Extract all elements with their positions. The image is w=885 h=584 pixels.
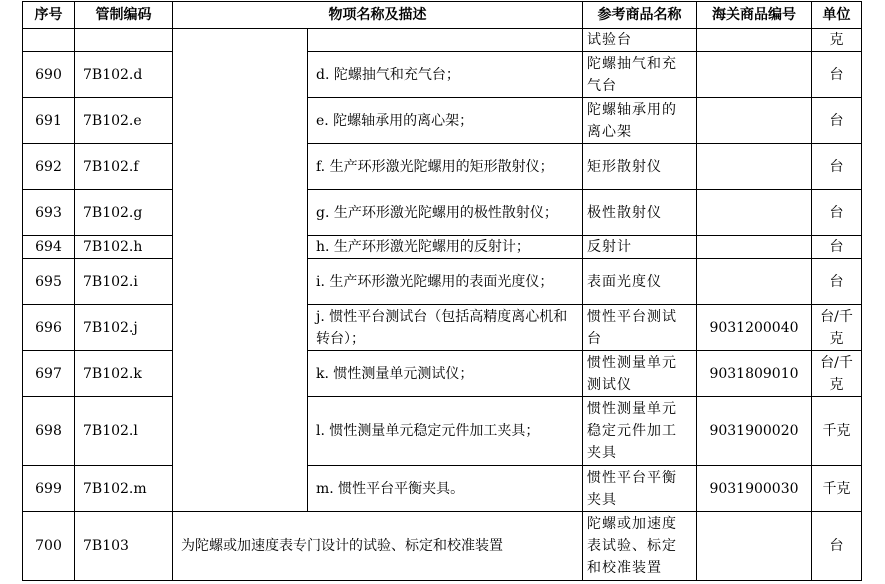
- cell-desc: f. 生产环形激光陀螺用的矩形散射仪；: [308, 144, 583, 190]
- table-row: [23, 512, 862, 581]
- cell-no: 692: [23, 144, 75, 190]
- cell-desc: e. 陀螺轴承用的离心架；: [308, 98, 583, 144]
- header-desc: 物项名称及描述: [173, 2, 583, 29]
- table-row-continuation: [23, 29, 862, 52]
- table-row: [23, 351, 862, 397]
- cell-desc: [308, 29, 583, 52]
- cell-code: 7B102.f: [75, 144, 173, 190]
- cell-code: 7B102.g: [75, 190, 173, 236]
- cell-desc: d. 陀螺抽气和充气台；: [308, 52, 583, 98]
- cell-code: 7B102.h: [75, 236, 173, 259]
- cell-desc: k. 惯性测量单元测试仪；: [308, 351, 583, 397]
- table-row: [23, 259, 862, 305]
- cell-unit: 台: [812, 52, 862, 98]
- header-hs: 海关商品编号: [697, 2, 812, 29]
- cell-code: 7B102.m: [75, 466, 173, 512]
- cell-hs: [697, 236, 812, 259]
- table-row: [23, 144, 862, 190]
- cell-unit: 台: [812, 144, 862, 190]
- header-unit: 单位: [812, 2, 862, 29]
- cell-desc: i. 生产环形激光陀螺用的表面光度仪；: [308, 259, 583, 305]
- control-list-table: [22, 1, 862, 581]
- cell-no: 695: [23, 259, 75, 305]
- cell-code: 7B102.j: [75, 305, 173, 351]
- cell-unit: 克: [812, 29, 862, 52]
- cell-no: 694: [23, 236, 75, 259]
- cell-no: 693: [23, 190, 75, 236]
- cell-ref: 反射计: [583, 236, 697, 259]
- cell-hs: 9031900020: [697, 397, 812, 466]
- cell-unit: 台: [812, 98, 862, 144]
- cell-hs: [697, 29, 812, 52]
- cell-unit: 千克: [812, 397, 862, 466]
- cell-desc: j. 惯性平台测试台（包括高精度离心机和转台）；: [308, 305, 583, 351]
- cell-unit: 台/千克: [812, 305, 862, 351]
- header-row: [23, 2, 862, 29]
- table-row: [23, 52, 862, 98]
- cell-ref: 表面光度仪: [583, 259, 697, 305]
- cell-unit: 台: [812, 512, 862, 581]
- cell-ref: 试验台: [583, 29, 697, 52]
- cell-hs: [697, 512, 812, 581]
- cell-code: 7B103: [75, 512, 173, 581]
- cell-unit: 千克: [812, 466, 862, 512]
- table-row: [23, 98, 862, 144]
- cell-ref: 陀螺轴承用的离心架: [583, 98, 697, 144]
- header-code: 管制编码: [75, 2, 173, 29]
- cell-desc: l. 惯性测量单元稳定元件加工夹具；: [308, 397, 583, 466]
- cell-hs: [697, 52, 812, 98]
- header-no: 序号: [23, 2, 75, 29]
- cell-unit: 台: [812, 259, 862, 305]
- cell-no: [23, 29, 75, 52]
- cell-ref: 陀螺抽气和充气台: [583, 52, 697, 98]
- cell-desc: 为陀螺或加速度表专门设计的试验、标定和校准装置: [173, 512, 583, 581]
- cell-ref: 矩形散射仪: [583, 144, 697, 190]
- cell-code: 7B102.i: [75, 259, 173, 305]
- cell-no: 696: [23, 305, 75, 351]
- cell-code: 7B102.l: [75, 397, 173, 466]
- table-row: [23, 397, 862, 466]
- cell-no: 700: [23, 512, 75, 581]
- header-ref: 参考商品名称: [583, 2, 697, 29]
- cell-hs: 9031200040: [697, 305, 812, 351]
- cell-ref: 惯性测量单元测试仪: [583, 351, 697, 397]
- cell-code: 7B102.e: [75, 98, 173, 144]
- cell-no: 698: [23, 397, 75, 466]
- cell-hs: 9031809010: [697, 351, 812, 397]
- cell-no: 697: [23, 351, 75, 397]
- cell-no: 690: [23, 52, 75, 98]
- cell-no: 691: [23, 98, 75, 144]
- cell-ref: 陀螺或加速度表试验、标定和校准装置: [583, 512, 697, 581]
- cell-hs: [697, 190, 812, 236]
- cell-ref: 惯性平台平衡夹具: [583, 466, 697, 512]
- cell-no: 699: [23, 466, 75, 512]
- cell-hs: 9031900030: [697, 466, 812, 512]
- cell-code: 7B102.k: [75, 351, 173, 397]
- cell-unit: 台: [812, 236, 862, 259]
- cell-code: 7B102.d: [75, 52, 173, 98]
- cell-parent-blank: [173, 29, 308, 512]
- cell-unit: 台: [812, 190, 862, 236]
- cell-hs: [697, 98, 812, 144]
- cell-desc: g. 生产环形激光陀螺用的极性散射仪；: [308, 190, 583, 236]
- cell-desc: m. 惯性平台平衡夹具。: [308, 466, 583, 512]
- table-row: [23, 305, 862, 351]
- table-row: [23, 236, 862, 259]
- cell-ref: 惯性测量单元稳定元件加工夹具: [583, 397, 697, 466]
- cell-hs: [697, 144, 812, 190]
- cell-ref: 极性散射仪: [583, 190, 697, 236]
- table-row: [23, 466, 862, 512]
- table-row: [23, 190, 862, 236]
- cell-unit: 台/千克: [812, 351, 862, 397]
- cell-code: [75, 29, 173, 52]
- cell-desc: h. 生产环形激光陀螺用的反射计；: [308, 236, 583, 259]
- cell-hs: [697, 259, 812, 305]
- cell-ref: 惯性平台测试台: [583, 305, 697, 351]
